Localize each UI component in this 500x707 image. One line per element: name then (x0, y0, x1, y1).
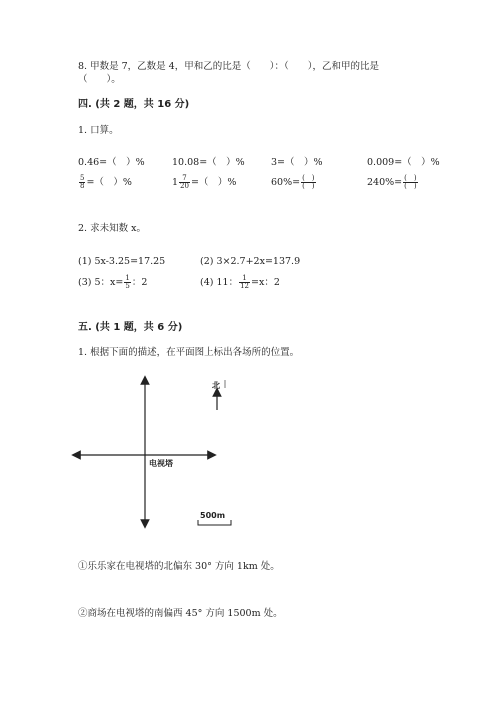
mental-math-item-fraction-b: 1 $\frac{7}{20}$ =（ ）% (172, 174, 237, 190)
fraction: $\frac{1}{5}$ (125, 274, 130, 290)
mental-math-item-percent-d: 240%= $\frac{( )}{( )}$ (367, 174, 417, 190)
mental-math-item: 3=（ ）% (271, 157, 323, 168)
position-map-diagram (70, 374, 240, 534)
q8-line1: 8. 甲数是 7，乙数是 4，甲和乙的比是（ ）：（ ），乙和甲的比是 (78, 61, 379, 72)
scale-bar (198, 520, 231, 525)
mental-math-item-fraction-a: $\frac{5}{8}$ =（ ）% (80, 174, 132, 190)
north-label: 北 (212, 381, 220, 390)
equation-3: (3) 5：x= $\frac{1}{5}$ ：2 (78, 274, 148, 290)
equation-1: (1) 5x-3.25=17.25 (78, 256, 166, 267)
q2-solve-x-title: 2. 求未知数 x。 (78, 223, 146, 234)
fraction: $\frac{1}{12}$ (240, 274, 249, 290)
location-description-1: ①乐乐家在电视塔的北偏东 30° 方向 1km 处。 (78, 561, 280, 572)
mental-math-item: 0.46=（ ）% (78, 157, 145, 168)
q8-line2: （ ）。 (78, 74, 121, 85)
fraction: $\frac{( )}{( )}$ (404, 174, 417, 190)
fraction: $\frac{7}{20}$ (180, 174, 189, 190)
fraction: $\frac{5}{8}$ (80, 174, 85, 190)
equation-4: (4) 11： $\frac{1}{12}$ =x：2 (200, 274, 280, 290)
mental-math-item: 0.009=（ ）% (367, 157, 440, 168)
section-5-heading: 五. (共 1 题，共 6 分) (78, 322, 183, 333)
q1-mental-math-title: 1. 口算。 (78, 125, 119, 136)
mental-math-item: 10.08=（ ）% (172, 157, 245, 168)
tv-tower-label: 电视塔 (149, 459, 173, 468)
section-4-heading: 四. (共 2 题，共 16 分) (78, 99, 190, 110)
mental-math-item-percent-c: 60%= $\frac{( )}{( )}$ (271, 174, 315, 190)
scale-label: 500m (200, 511, 226, 520)
q1-map-title: 1. 根据下面的描述，在平面图上标出各场所的位置。 (78, 347, 300, 358)
fraction: $\frac{( )}{( )}$ (302, 174, 315, 190)
equation-2: (2) 3×2.7+2x=137.9 (200, 256, 301, 267)
location-description-2: ②商场在电视塔的南偏西 45° 方向 1500m 处。 (78, 608, 283, 619)
